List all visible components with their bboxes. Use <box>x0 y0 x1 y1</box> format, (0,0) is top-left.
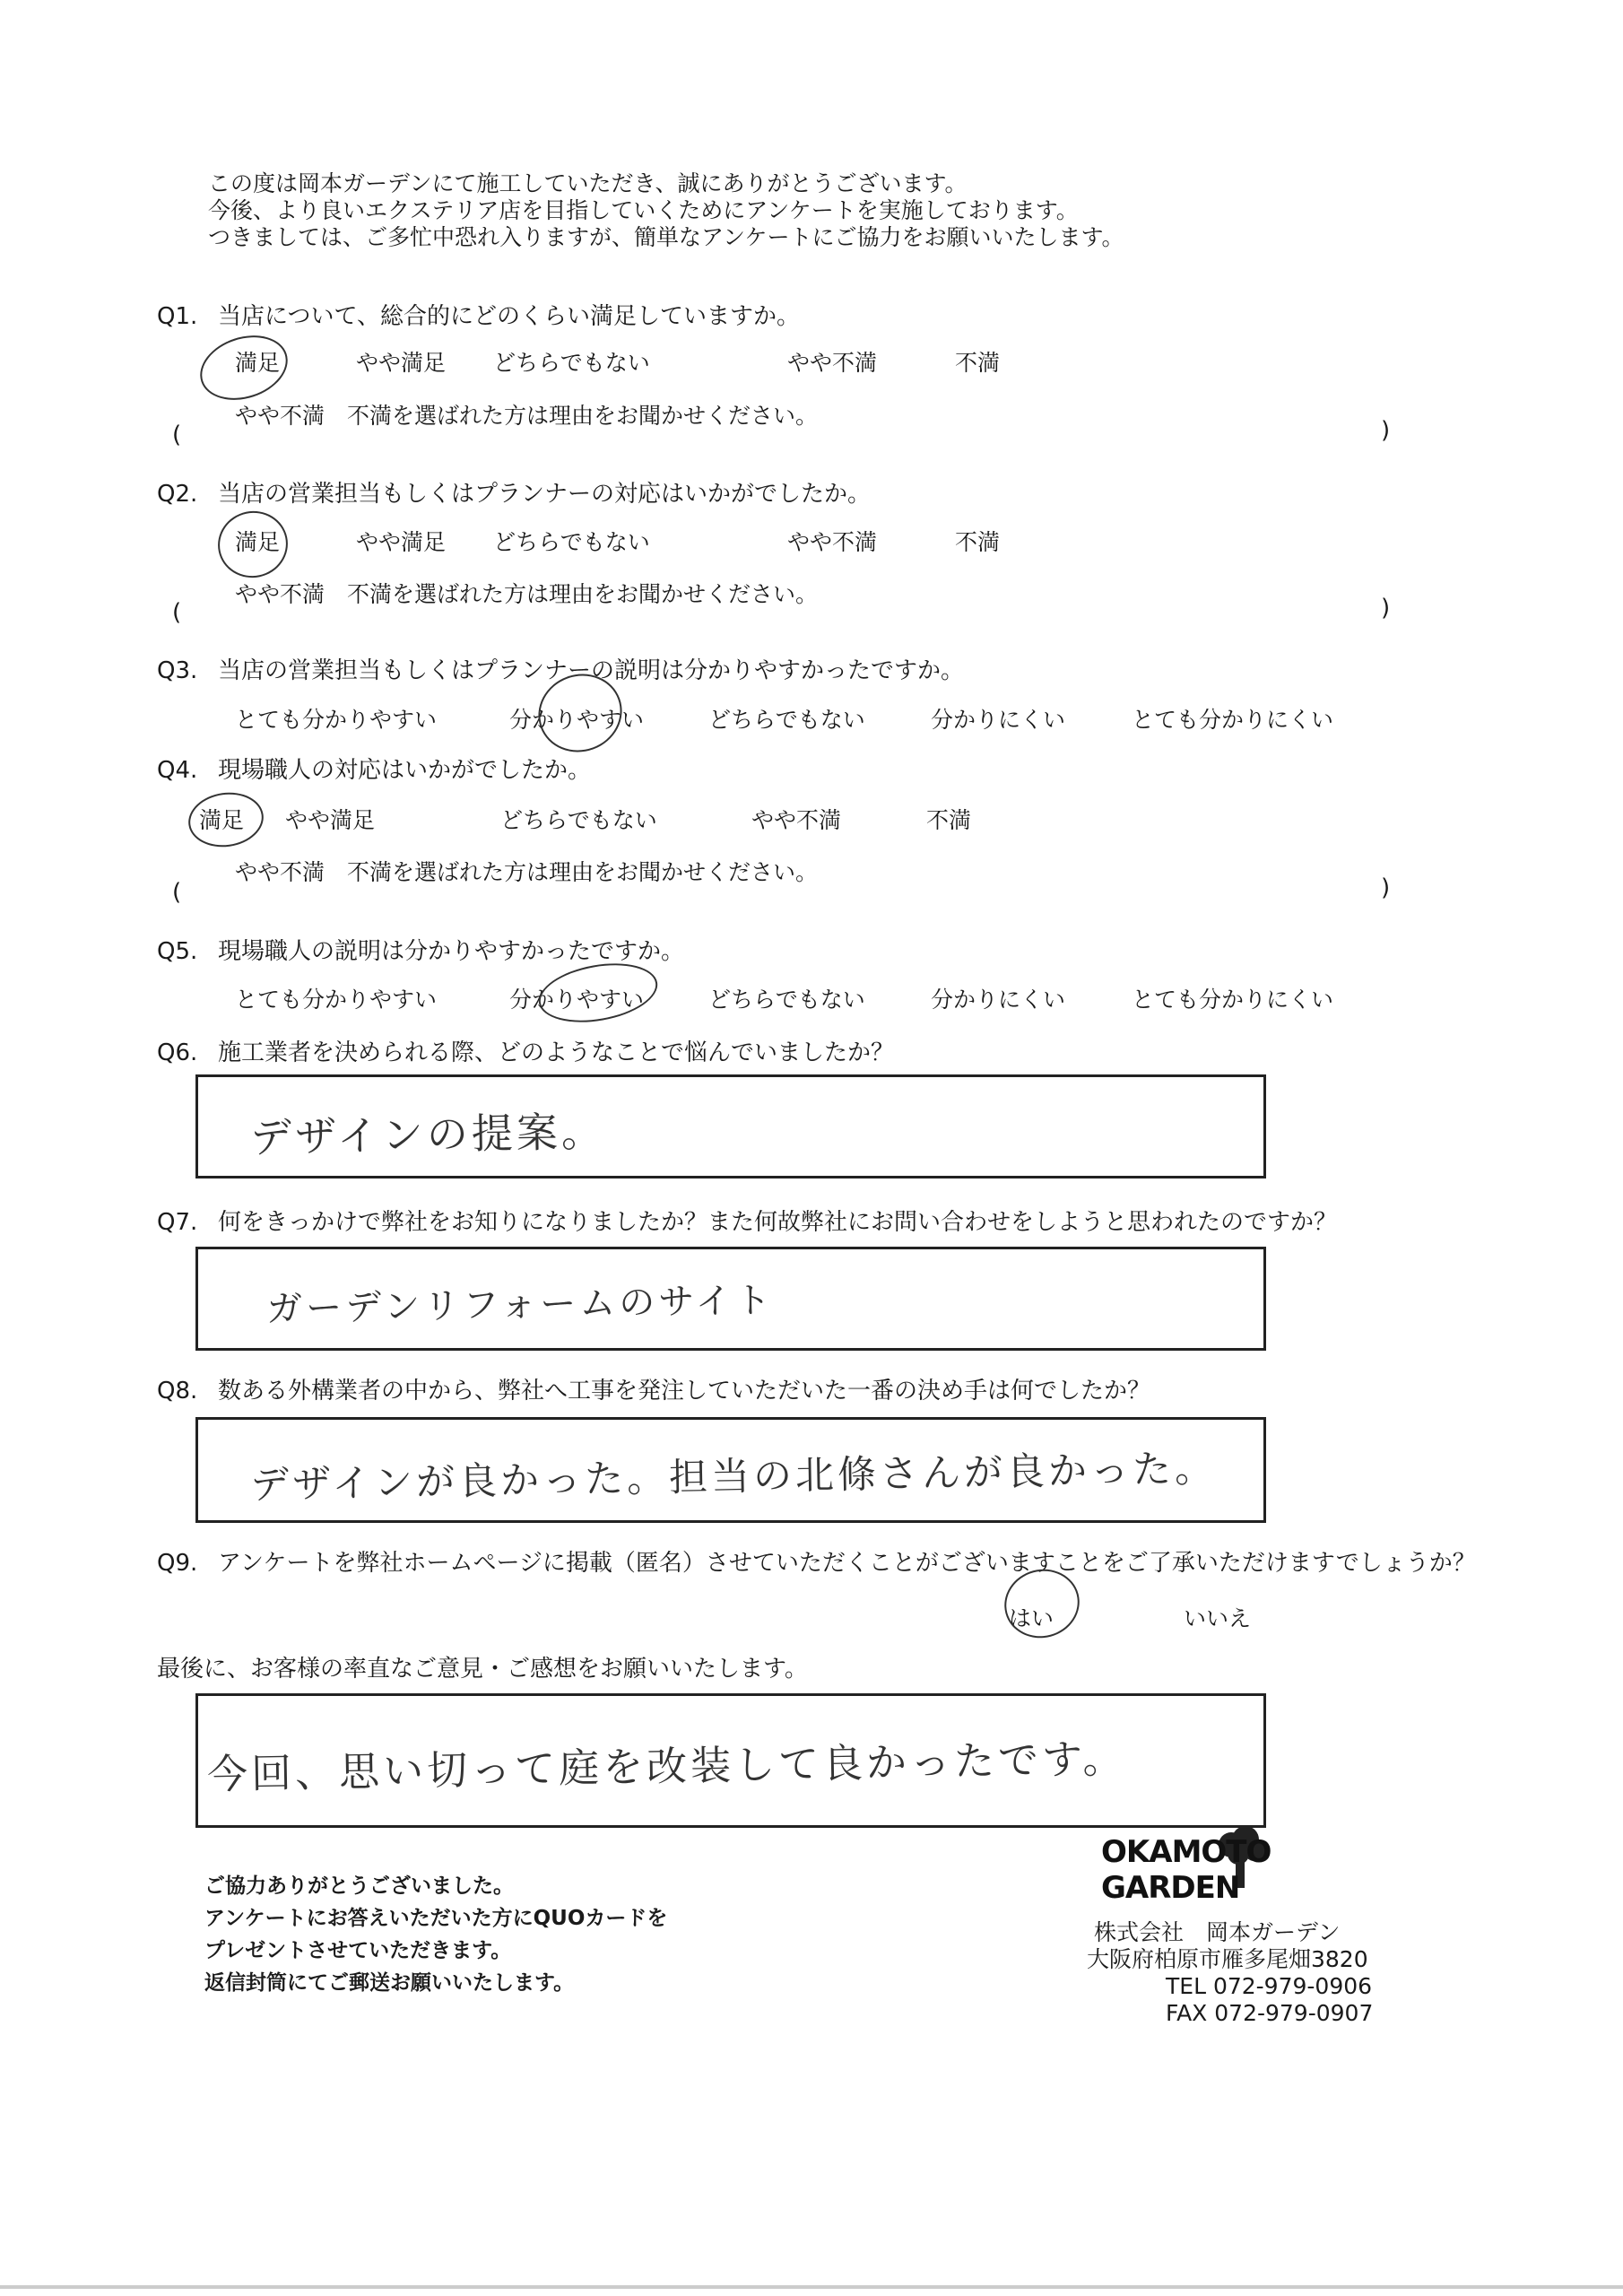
q1-text: 当店について、総合的にどのくらい満足していますか。 <box>218 303 800 330</box>
q4-text: 現場職人の対応はいかがでしたか。 <box>218 757 592 784</box>
q1-option-3[interactable]: どちらでもない <box>493 350 650 376</box>
q2-question <box>157 475 871 509</box>
q7-answer-box[interactable] <box>195 1247 1266 1351</box>
q9-number: Q9. <box>157 1550 198 1577</box>
q3-option-3[interactable]: どちらでもない <box>708 707 865 733</box>
q1-close-paren: ) <box>1381 417 1391 444</box>
q1-open-paren: ( <box>172 422 182 448</box>
q5-option-5[interactable]: とても分かりにくい <box>1132 987 1334 1013</box>
q2-option-4[interactable]: やや不満 <box>787 529 878 555</box>
q6-question <box>157 1034 894 1067</box>
company-fax: FAX 072-979-0907 <box>1166 2000 1374 2026</box>
thanks-message <box>204 1870 667 1999</box>
final-answer-box[interactable] <box>195 1693 1266 1828</box>
q4-close-paren: ) <box>1381 874 1391 901</box>
scan-edge <box>0 2285 1623 2289</box>
q8-number: Q8. <box>157 1378 198 1405</box>
intro-line: つきましては、ご多忙中恐れ入りますが、簡単なアンケートにご協力をお願いいたします。 <box>208 224 1124 250</box>
q5-selection-mark <box>534 955 663 1031</box>
q4-number: Q4. <box>157 757 198 784</box>
final-question: 最後に、お客様の率直なご意見・ご感想をお願いいたします。 <box>157 1656 808 1683</box>
thanks-line: 返信封筒にてご郵送お願いいたします。 <box>204 1971 575 1995</box>
q4-option-4[interactable]: やや不満 <box>751 807 842 833</box>
q1-number: Q1. <box>157 303 198 330</box>
q1-option-1[interactable]: 満足 <box>235 350 281 376</box>
intro-text <box>208 170 1124 251</box>
q3-option-2[interactable]: 分かりやすい <box>509 707 645 733</box>
q8-answer: デザインが良かった。担当の北條さんが良かった。 <box>249 1446 1218 1509</box>
q3-text: 当店の営業担当もしくはプランナーの説明は分かりやすかったですか。 <box>218 657 965 684</box>
q2-text: 当店の営業担当もしくはプランナーの対応はいかがでしたか。 <box>218 481 872 508</box>
company-logo <box>1101 1825 1379 1906</box>
q6-answer: デザインの提案。 <box>249 1107 607 1162</box>
q3-option-4[interactable]: 分かりにくい <box>931 707 1066 733</box>
intro-line: この度は岡本ガーデンにて施工していただき、誠にありがとうございます。 <box>208 170 968 196</box>
company-info <box>1087 1919 1373 2027</box>
q9-text: アンケートを弊社ホームページに掲載（匿名）させていただくことがございますことをご了承いただけますでしょうか？ <box>218 1550 1476 1577</box>
q5-option-4[interactable]: 分かりにくい <box>931 987 1066 1013</box>
q7-answer: ガーデンリフォームのサイト <box>265 1280 775 1330</box>
thanks-line: プレゼントさせていただきます。 <box>204 1939 512 1962</box>
q4-option-1[interactable]: 満足 <box>199 807 245 833</box>
q8-text: 数ある外構業者の中から、弊社へ工事を発注していただいた一番の決め手は何でしたか？ <box>218 1378 1151 1405</box>
thanks-line: ご協力ありがとうございました。 <box>204 1874 514 1898</box>
q6-number: Q6. <box>157 1039 198 1066</box>
q5-question <box>157 933 684 966</box>
q7-question <box>157 1204 1337 1237</box>
company-address: 大阪府柏原市雁多尾畑3820 <box>1087 1946 1368 1972</box>
q9-option-yes[interactable]: はい <box>1009 1605 1055 1631</box>
q3-number: Q3. <box>157 657 198 684</box>
q4-option-3[interactable]: どちらでもない <box>500 807 657 833</box>
q8-answer-box[interactable] <box>195 1417 1266 1523</box>
q9-option-no[interactable]: いいえ <box>1184 1605 1252 1631</box>
q1-reason-prompt: やや不満 不満を選ばれた方は理由をお聞かせください。 <box>235 403 819 429</box>
q6-answer-box[interactable] <box>195 1074 1266 1178</box>
q6-text: 施工業者を決められる際、どのようなことで悩んでいましたか？ <box>218 1039 895 1066</box>
q5-option-3[interactable]: どちらでもない <box>708 987 865 1013</box>
q4-option-2[interactable]: やや満足 <box>285 807 376 833</box>
q2-close-paren: ) <box>1381 595 1391 622</box>
q5-option-2[interactable]: 分かりやすい <box>509 987 645 1013</box>
q8-question <box>157 1372 1150 1405</box>
q9-question <box>157 1544 1476 1578</box>
q4-reason-prompt: やや不満 不満を選ばれた方は理由をお聞かせください。 <box>235 859 819 885</box>
q4-open-paren: ( <box>172 879 182 906</box>
q1-option-5[interactable]: 不満 <box>955 350 1001 376</box>
company-name: 株式会社 岡本ガーデン <box>1094 1919 1341 1945</box>
q5-text: 現場職人の説明は分かりやすかったですか。 <box>218 938 685 965</box>
q4-selection-mark <box>185 787 267 851</box>
q3-option-5[interactable]: とても分かりにくい <box>1132 707 1334 733</box>
q4-question <box>157 752 591 785</box>
q2-option-2[interactable]: やや満足 <box>356 529 447 555</box>
company-tel: TEL 072-979-0906 <box>1166 1973 1373 1999</box>
q2-reason-prompt: やや不満 不満を選ばれた方は理由をお聞かせください。 <box>235 581 819 607</box>
thanks-line: アンケートにお答えいただいた方にQUOカードを <box>204 1907 668 1930</box>
q1-question <box>157 298 800 331</box>
final-answer: 今回、思い切って庭を改装して良かったです。 <box>206 1735 1127 1798</box>
q2-option-1[interactable]: 満足 <box>235 529 281 555</box>
q1-option-4[interactable]: やや不満 <box>787 350 878 376</box>
q7-number: Q7. <box>157 1209 198 1236</box>
q7-text: 何をきっかけで弊社をお知りになりましたか？また何故弊社にお問い合わせをしようと思われたのですか？ <box>218 1209 1338 1236</box>
q2-selection-mark <box>212 505 294 585</box>
q2-option-5[interactable]: 不満 <box>955 529 1001 555</box>
q4-option-5[interactable]: 不満 <box>926 807 972 833</box>
q5-option-1[interactable]: とても分かりやすい <box>235 987 438 1013</box>
q2-open-paren: ( <box>172 599 182 626</box>
logo-wordmark: OKAMOTO GARDEN <box>1101 1834 1271 1906</box>
intro-line: 今後、より良いエクステリア店を目指していくためにアンケートを実施しております。 <box>208 197 1079 223</box>
q2-number: Q2. <box>157 481 198 508</box>
q2-option-3[interactable]: どちらでもない <box>493 529 650 555</box>
q5-number: Q5. <box>157 938 198 965</box>
q3-option-1[interactable]: とても分かりやすい <box>235 707 438 733</box>
q1-option-2[interactable]: やや満足 <box>356 350 447 376</box>
